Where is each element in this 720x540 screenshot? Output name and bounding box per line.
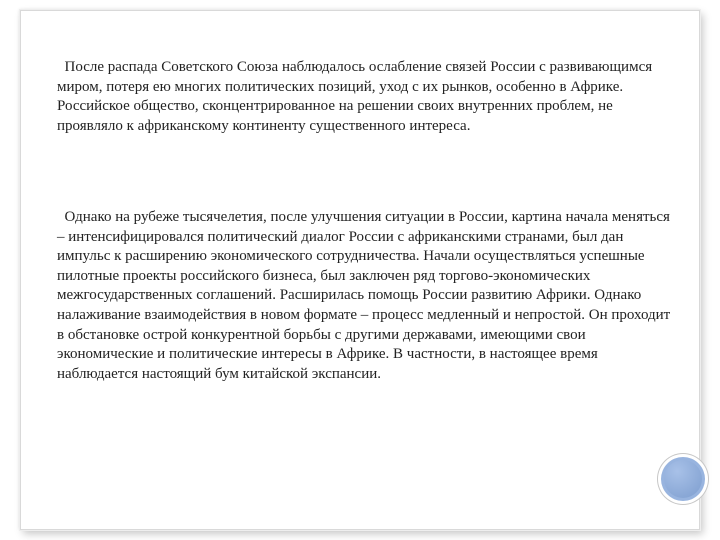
slide-corner-circle-badge [661, 457, 705, 501]
paragraph-millennium-change: Однако на рубеже тысячелетия, после улучшения ситуации в России, картина начала меняться – интенсифицировался политический диалог России с африканскими странами, был дан импульс к расширению экономического сотрудничества. Начали осуществляться успешные пилотные проекты российского бизнеса, был заключен ряд торгово-экономических межгосударственных соглашений. Расширилась помощь России развитию Африки. Однако налаживание взаимодействия в новом формате – процесс медленный и непростой. Он проходит в обстановке острой конкурентной борьбы с другими державами, имеющими свои экономические и политические интересы в Африке. В частности, в настоящее время наблюдается настоящий бум китайской экспансии. [57, 209, 674, 382]
slide-frame [20, 10, 700, 530]
paragraph-soviet-collapse: После распада Советского Союза наблюдалось ослабление связей России с развивающимся миром, потеря ею многих политических позиций, уход с их рынков, особенно в Африке. Российское общество, сконцентрированное на решении своих внутренних проблем, не проявляло к африканскому континенту существенного интереса. [57, 59, 656, 134]
